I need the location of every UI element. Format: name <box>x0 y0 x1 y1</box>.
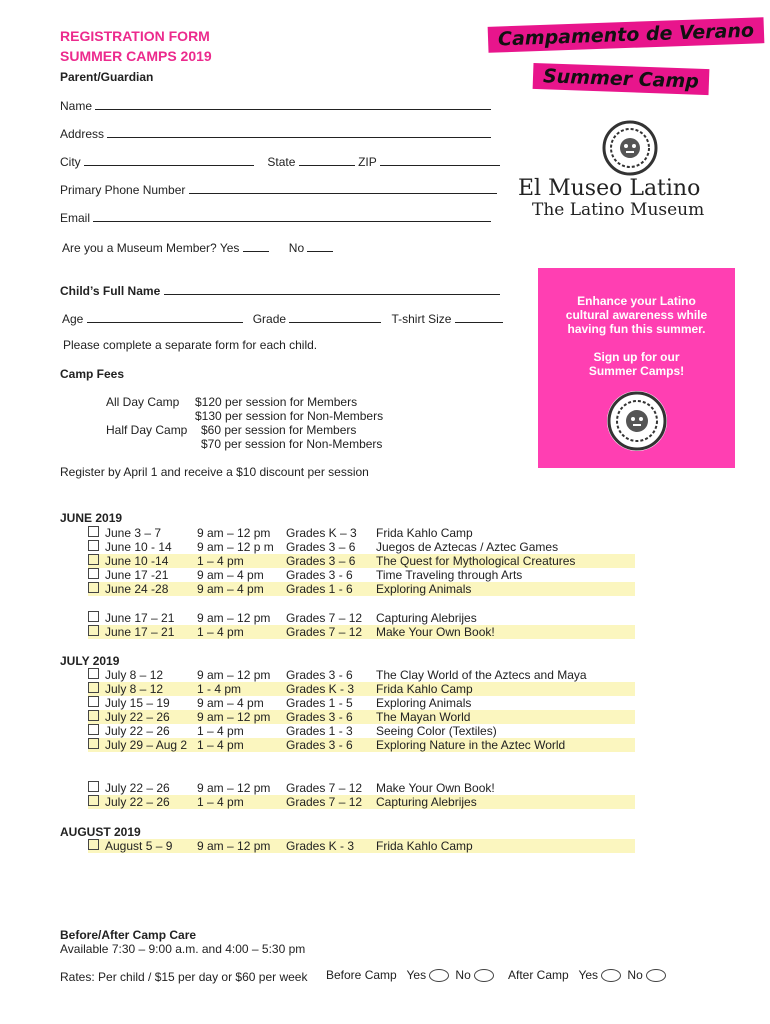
checkbox-icon[interactable] <box>88 582 99 593</box>
row-date: July 22 – 26 <box>105 724 170 738</box>
age-label: Age <box>62 312 84 326</box>
row-camp: Exploring Animals <box>376 696 472 710</box>
checkbox-icon[interactable] <box>88 738 99 749</box>
row-time: 1 – 4 pm <box>197 625 244 639</box>
row-grades: Grades 7 – 12 <box>286 795 363 809</box>
name-field[interactable] <box>60 97 491 113</box>
before-no-option[interactable] <box>474 969 494 982</box>
after-yes-option[interactable] <box>601 969 621 982</box>
promo-line-3: having fun this summer. <box>567 322 706 336</box>
zip-line[interactable] <box>380 153 500 166</box>
row-grades: Grades K – 3 <box>286 526 357 540</box>
row-time: 1 – 4 pm <box>197 795 244 809</box>
row-camp: Make Your Own Book! <box>376 625 495 639</box>
row-camp: Make Your Own Book! <box>376 781 495 795</box>
row-grades: Grades 3 - 6 <box>286 738 353 752</box>
banner-english: Summer Camp <box>533 63 710 95</box>
row-grades: Grades 1 - 6 <box>286 582 353 596</box>
camp-row[interactable] <box>88 582 635 596</box>
member-question[interactable] <box>62 239 333 255</box>
row-camp: Seeing Color (Textiles) <box>376 724 497 738</box>
checkbox-icon[interactable] <box>88 526 99 537</box>
promo-aztec-calendar-icon <box>538 388 735 454</box>
camp-row[interactable] <box>88 554 635 568</box>
row-camp: Capturing Alebrijes <box>376 795 477 809</box>
discount-note: Register by April 1 and receive a $10 discount per session <box>60 465 369 479</box>
row-time: 1 - 4 pm <box>197 682 242 696</box>
row-date: July 8 – 12 <box>105 668 164 682</box>
aztec-calendar-icon <box>602 120 658 179</box>
museum-subtitle: The Latino Museum <box>532 200 705 220</box>
after-camp-label: After Camp <box>508 968 569 982</box>
museum-name: El Museo Latino <box>518 176 701 201</box>
row-time: 9 am – 12 p m <box>197 540 274 554</box>
row-camp: Frida Kahlo Camp <box>376 839 473 853</box>
row-camp: Exploring Animals <box>376 582 472 596</box>
camp-row[interactable] <box>88 568 635 582</box>
child-name-label: Child’s Full Name <box>60 284 161 298</box>
row-camp: Time Traveling through Arts <box>376 568 523 582</box>
row-time: 9 am – 4 pm <box>197 568 264 582</box>
checkbox-icon[interactable] <box>88 781 99 792</box>
phone-label: Primary Phone Number <box>60 183 186 197</box>
city-line[interactable] <box>84 153 254 166</box>
city-state-zip-field[interactable] <box>60 153 500 169</box>
checkbox-icon[interactable] <box>88 668 99 679</box>
camp-row[interactable] <box>88 724 635 738</box>
row-time: 1 – 4 pm <box>197 738 244 752</box>
name-line[interactable] <box>95 97 491 110</box>
child-name-field[interactable] <box>60 282 500 298</box>
row-time: 9 am – 12 pm <box>197 710 271 724</box>
checkbox-icon[interactable] <box>88 554 99 565</box>
row-date: July 29 – Aug 2 <box>105 738 188 752</box>
child-name-line[interactable] <box>164 282 500 295</box>
row-camp: Capturing Alebrijes <box>376 611 477 625</box>
checkbox-icon[interactable] <box>88 682 99 693</box>
row-grades: Grades 1 - 3 <box>286 724 353 738</box>
july-heading: JULY 2019 <box>60 654 120 668</box>
guardian-heading: Parent/Guardian <box>60 70 154 84</box>
address-label: Address <box>60 127 105 141</box>
row-date: August 5 – 9 <box>105 839 173 853</box>
checkbox-icon[interactable] <box>88 795 99 806</box>
row-date: June 17 – 21 <box>105 625 175 639</box>
tshirt-line[interactable] <box>455 310 503 323</box>
checkbox-icon[interactable] <box>88 625 99 636</box>
member-yes-label: Yes <box>219 241 240 255</box>
row-camp: The Clay World of the Aztecs and Maya <box>376 668 587 682</box>
row-grades: Grades 3 – 6 <box>286 540 356 554</box>
row-camp: The Quest for Mythological Creatures <box>376 554 576 568</box>
row-time: 1 – 4 pm <box>197 724 244 738</box>
row-date: July 22 – 26 <box>105 710 170 724</box>
email-label: Email <box>60 211 91 225</box>
before-camp-label: Before Camp <box>326 968 397 982</box>
after-yes-label: Yes <box>578 968 599 982</box>
tshirt-label: T-shirt Size <box>391 312 452 326</box>
camp-row[interactable] <box>88 710 635 724</box>
age-grade-tshirt-field[interactable] <box>62 310 503 326</box>
camp-row[interactable] <box>88 668 635 682</box>
all-day-members: $120 per session for Members <box>195 395 358 409</box>
name-label: Name <box>60 99 93 113</box>
row-grades: Grades 3 - 6 <box>286 668 353 682</box>
row-grades: Grades 7 – 12 <box>286 781 363 795</box>
row-grades: Grades 3 - 6 <box>286 568 353 582</box>
half-day-nonmembers: $70 per session for Non-Members <box>201 437 383 451</box>
camp-row[interactable] <box>88 839 635 853</box>
row-time: 9 am – 12 pm <box>197 839 271 853</box>
half-day-members: $60 per session for Members <box>201 423 357 437</box>
row-grades: Grades 3 – 6 <box>286 554 356 568</box>
after-camp-options[interactable] <box>508 968 669 982</box>
row-date: June 10 -14 <box>105 554 169 568</box>
august-heading: AUGUST 2019 <box>60 825 141 839</box>
phone-line[interactable] <box>189 181 497 194</box>
before-yes-option[interactable] <box>429 969 449 982</box>
grade-label: Grade <box>252 312 287 326</box>
checkbox-icon[interactable] <box>88 568 99 579</box>
checkbox-icon[interactable] <box>88 540 99 551</box>
after-no-option[interactable] <box>646 969 666 982</box>
row-grades: Grades 3 - 6 <box>286 710 353 724</box>
promo-line-2: cultural awareness while <box>565 308 708 322</box>
checkbox-icon[interactable] <box>88 724 99 735</box>
camp-row[interactable] <box>88 738 635 752</box>
row-date: June 24 -28 <box>105 582 169 596</box>
promo-box <box>538 268 735 468</box>
age-line[interactable] <box>87 310 243 323</box>
address-line[interactable] <box>107 125 491 138</box>
row-date: July 8 – 12 <box>105 682 164 696</box>
state-label: State <box>267 155 296 169</box>
camp-row[interactable] <box>88 696 635 710</box>
row-time: 9 am – 4 pm <box>197 582 264 596</box>
row-grades: Grades K - 3 <box>286 839 355 853</box>
email-field[interactable] <box>60 209 491 225</box>
member-question-label: Are you a Museum Member? <box>62 241 217 255</box>
row-time: 9 am – 12 pm <box>197 611 271 625</box>
row-camp: Frida Kahlo Camp <box>376 526 473 540</box>
city-label: City <box>60 155 81 169</box>
row-date: June 10 - 14 <box>105 540 172 554</box>
row-time: 9 am – 12 pm <box>197 668 271 682</box>
row-grades: Grades 1 - 5 <box>286 696 353 710</box>
camp-row[interactable] <box>88 625 635 639</box>
camp-row[interactable] <box>88 682 635 696</box>
checkbox-icon[interactable] <box>88 710 99 721</box>
banner-spanish: Campamento de Verano <box>488 17 765 53</box>
checkbox-icon[interactable] <box>88 696 99 707</box>
promo-line-4: Sign up for our <box>593 350 680 364</box>
grade-line[interactable] <box>289 310 381 323</box>
form-subtitle: SUMMER CAMPS 2019 <box>60 48 212 64</box>
care-availability: Available 7:30 – 9:00 a.m. and 4:00 – 5:30 pm <box>60 942 306 956</box>
camp-row[interactable] <box>88 611 635 625</box>
row-time: 1 – 4 pm <box>197 554 244 568</box>
separate-form-note: Please complete a separate form for each child. <box>63 338 318 352</box>
half-day-label: Half Day Camp <box>106 423 188 437</box>
before-no-label: No <box>455 968 471 982</box>
camp-row[interactable] <box>88 526 635 540</box>
row-date: July 22 – 26 <box>105 781 170 795</box>
checkbox-icon[interactable] <box>88 839 99 850</box>
after-no-label: No <box>627 968 643 982</box>
row-date: July 15 – 19 <box>105 696 170 710</box>
promo-line-1: Enhance your Latino <box>577 294 696 308</box>
row-date: July 22 – 26 <box>105 795 170 809</box>
camp-row[interactable] <box>88 795 635 809</box>
row-camp: Juegos de Aztecas / Aztec Games <box>376 540 559 554</box>
state-line[interactable] <box>299 153 355 166</box>
member-no-label: No <box>288 241 305 255</box>
care-rates: Rates: Per child / $15 per day or $60 per week <box>60 970 308 984</box>
care-heading: Before/After Camp Care <box>60 928 197 942</box>
row-camp: The Mayan World <box>376 710 471 724</box>
form-title: REGISTRATION FORM <box>60 28 210 44</box>
member-no-line[interactable] <box>307 239 333 252</box>
all-day-label: All Day Camp <box>106 395 180 409</box>
june-heading: JUNE 2019 <box>60 511 123 525</box>
row-camp: Exploring Nature in the Aztec World <box>376 738 566 752</box>
promo-line-5: Summer Camps! <box>588 364 685 378</box>
row-grades: Grades 7 – 12 <box>286 625 363 639</box>
email-line[interactable] <box>93 209 491 222</box>
member-yes-line[interactable] <box>243 239 269 252</box>
row-date: June 3 – 7 <box>105 526 162 540</box>
zip-label: ZIP <box>358 155 377 169</box>
before-camp-options[interactable] <box>326 968 497 982</box>
row-date: June 17 – 21 <box>105 611 175 625</box>
row-camp: Frida Kahlo Camp <box>376 682 473 696</box>
row-grades: Grades 7 – 12 <box>286 611 363 625</box>
row-time: 9 am – 12 pm <box>197 526 271 540</box>
camp-row[interactable] <box>88 540 635 554</box>
address-field[interactable] <box>60 125 491 141</box>
row-grades: Grades K - 3 <box>286 682 355 696</box>
all-day-nonmembers: $130 per session for Non-Members <box>195 409 384 423</box>
fees-heading: Camp Fees <box>60 367 125 381</box>
row-time: 9 am – 4 pm <box>197 696 264 710</box>
camp-row[interactable] <box>88 781 635 795</box>
before-yes-label: Yes <box>406 968 427 982</box>
row-date: June 17 -21 <box>105 568 169 582</box>
checkbox-icon[interactable] <box>88 611 99 622</box>
row-time: 9 am – 12 pm <box>197 781 271 795</box>
phone-field[interactable] <box>60 181 497 197</box>
